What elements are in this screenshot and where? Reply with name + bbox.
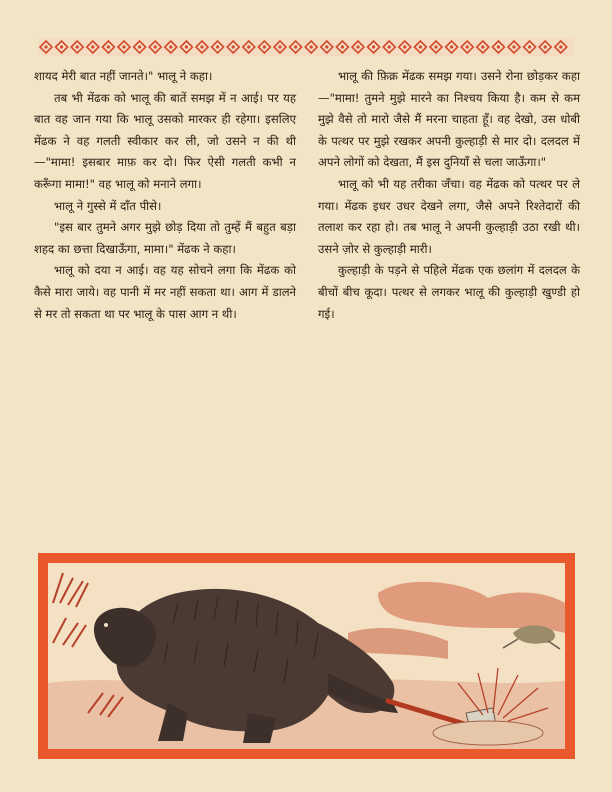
bear-axe-illustration	[48, 563, 565, 749]
paragraph: तब भी मेंढक को भालू की बातें समझ में न आई। पर यह बात वह जान गया कि भालू उसको मारकर ही रहेगा। इसलिए मेंढक ने वह गलती स्वीकार कर ली, जो उसने न की थी—"मामा! इसबार माफ़ कर दो। फिर ऐसी गलती कभी न करूँगा मामा!" वह भालू को मनाने लगा।	[34, 90, 296, 191]
paragraph: भालू को भी यह तरीका जँचा। वह मेंढक को पत्थर पर ले गया। मेंढक इधर उधर देखने लगा, जैसे अपने रिश्तेदारों की तलाश कर रहा हो। तब भालू ने अपनी कुल्हाड़ी उठा रखी थी। उसने ज़ोर से कुल्हाड़ी मारी।	[318, 176, 580, 256]
paragraph: "इस बार तुमने अगर मुझे छोड़ दिया तो तुम्हें मैं बहुत बड़ा शहद का छत्ता दिखाऊँगा, मामा।" मेंढक ने कहा।	[34, 220, 296, 256]
text-columns	[34, 66, 580, 541]
right-column	[318, 66, 580, 325]
story-illustration	[38, 553, 575, 759]
paragraph: भालू ने गुस्से में दाँत पीसे।	[54, 198, 162, 213]
left-column	[34, 66, 296, 325]
border-pattern	[38, 38, 574, 56]
paragraph: कुल्हाड़ी के पड़ने से पहिले मेंढक एक छलांग में दलदल के बीचों बीच कूदा। पत्थर से लगकर भालू की कुल्हाड़ी खुण्डी हो गई।	[318, 263, 580, 321]
paragraph: भालू की फ़िक्र मेंढक समझ गया। उसने रोना छोड़कर कहा—"मामा! तुमने मुझे मारने का निश्चय किया है। कम से कम मुझे वैसे तो मारो जैसे मैं मरना चाहता हूँ। वह देखो, उस धोबी के पत्थर पर मुझे रखकर अपनी कुल्हाड़ी से मार दो। दलदल में अपने लोगों को देखता, मैं इस दुनियाँ से चला जाऊँगा।"	[318, 69, 580, 170]
paragraph: भालू को दया न आई। वह यह सोचने लगा कि मेंढक को कैसे मारा जाये। वह पानी में मर नहीं सकता था। आग में डालने से मर तो सकता था पर भालू के पास आग न थी।	[34, 263, 296, 321]
decorative-border	[38, 38, 574, 56]
paragraph: शायद मेरी बात नहीं जानते।" भालू ने कहा।	[34, 69, 213, 83]
